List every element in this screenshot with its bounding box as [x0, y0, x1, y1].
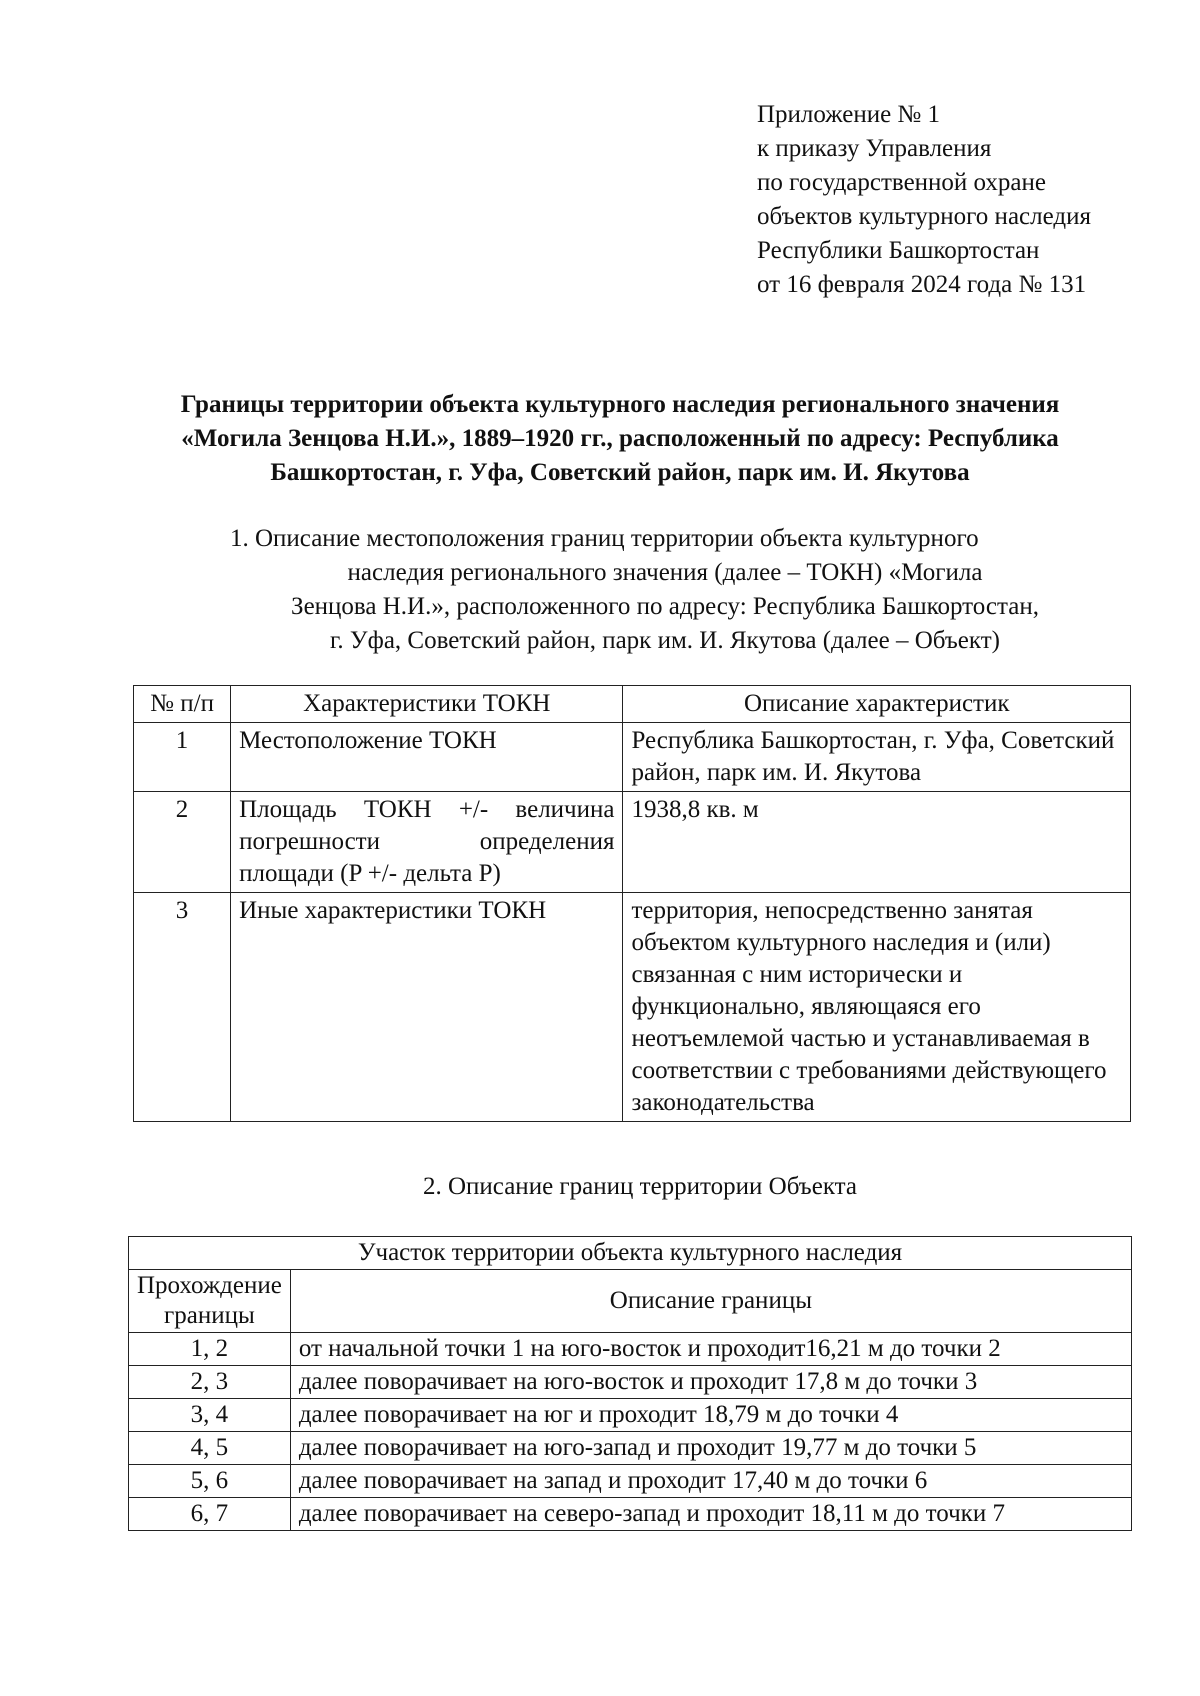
table-row [134, 893, 1131, 1122]
boundary-table-title: Участок территории объекта культурного наследия [129, 1237, 1132, 1270]
table-row [134, 792, 1131, 893]
appendix-line: Республики Башкортостан [757, 237, 1040, 264]
appendix-line: Приложение № 1 [757, 101, 941, 128]
boundary-table [128, 1236, 1132, 1531]
appendix-header [757, 98, 1091, 302]
row-number: 1 [134, 723, 231, 792]
segment-cell: 5, 6 [129, 1465, 291, 1498]
row-number: 2 [134, 792, 231, 893]
column-header-characteristic: Характеристики ТОКН [231, 686, 623, 723]
table-row [129, 1498, 1132, 1531]
section1-heading-line: г. Уфа, Советский район, парк им. И. Якутова (далее – Объект) [330, 627, 1000, 654]
section1-heading [200, 522, 1130, 658]
segment-description: далее поворачивает на запад и проходит 17,40 м до точки 6 [290, 1465, 1131, 1498]
section1-heading-line: наследия регионального значения (далее – ТОКН) «Могила [347, 559, 983, 586]
section1-heading-line: Зенцова Н.И.», расположенного по адресу: Республика Башкортостан, [291, 593, 1039, 620]
row-description: 1938,8 кв. м [623, 792, 1131, 893]
row-characteristic: Местоположение ТОКН [231, 723, 623, 792]
segment-description: далее поворачивает на юго-запад и проходит 19,77 м до точки 5 [290, 1432, 1131, 1465]
table-row [134, 723, 1131, 792]
table-row [129, 1366, 1132, 1399]
segment-description: далее поворачивает на юг и проходит 18,79 м до точки 4 [290, 1399, 1131, 1432]
segment-cell: 2, 3 [129, 1366, 291, 1399]
row-number: 3 [134, 893, 231, 1122]
table-header-row [129, 1237, 1132, 1270]
appendix-line: от 16 февраля 2024 года № 131 [757, 271, 1087, 298]
column-header-boundary-description: Описание границы [290, 1270, 1131, 1333]
appendix-line: к приказу Управления [757, 135, 992, 162]
table-row [129, 1465, 1132, 1498]
row-characteristic: Площадь ТОКН +/- величина погрешности определения площади (P +/- дельта P) [231, 792, 623, 893]
title-line: «Могила Зенцова Н.И.», 1889–1920 гг., расположенный по адресу: Республика [181, 425, 1059, 452]
segment-description: далее поворачивает на северо-запад и проходит 18,11 м до точки 7 [290, 1498, 1131, 1531]
column-header-passage: Прохождение границы [129, 1270, 291, 1333]
table-header-row [134, 686, 1131, 723]
appendix-line: по государственной охране [757, 169, 1047, 196]
table-row [129, 1333, 1132, 1366]
segment-description: далее поворачивает на юго-восток и проходит 17,8 м до точки 3 [290, 1366, 1131, 1399]
table-row [129, 1432, 1132, 1465]
column-header-number: № п/п [134, 686, 231, 723]
section1-heading-line: 1. Описание местоположения границ территории объекта культурного [230, 525, 979, 552]
document-title [120, 388, 1120, 490]
table-header-row [129, 1270, 1132, 1333]
table-row [129, 1399, 1132, 1432]
segment-cell: 6, 7 [129, 1498, 291, 1531]
segment-cell: 3, 4 [129, 1399, 291, 1432]
row-description: территория, непосредственно занятая объектом культурного наследия и (или) связанная с ним исторически и функционально, являющаяся его неотъемлемой частью и устанавливаемая в соответствии с требованиями действующего законодательства [623, 893, 1131, 1122]
row-characteristic: Иные характеристики ТОКН [231, 893, 623, 1122]
segment-description: от начальной точки 1 на юго-восток и проходит16,21 м до точки 2 [290, 1333, 1131, 1366]
title-line: Башкортостан, г. Уфа, Советский район, парк им. И. Якутова [270, 459, 970, 486]
segment-cell: 4, 5 [129, 1432, 291, 1465]
section2-heading: 2. Описание границ территории Объекта [423, 1173, 857, 1200]
row-description: Республика Башкортостан, г. Уфа, Советский район, парк им. И. Якутова [623, 723, 1131, 792]
characteristics-table [133, 685, 1131, 1122]
segment-cell: 1, 2 [129, 1333, 291, 1366]
title-line: Границы территории объекта культурного наследия регионального значения [180, 391, 1060, 418]
column-header-description: Описание характеристик [623, 686, 1131, 723]
appendix-line: объектов культурного наследия [757, 203, 1091, 230]
